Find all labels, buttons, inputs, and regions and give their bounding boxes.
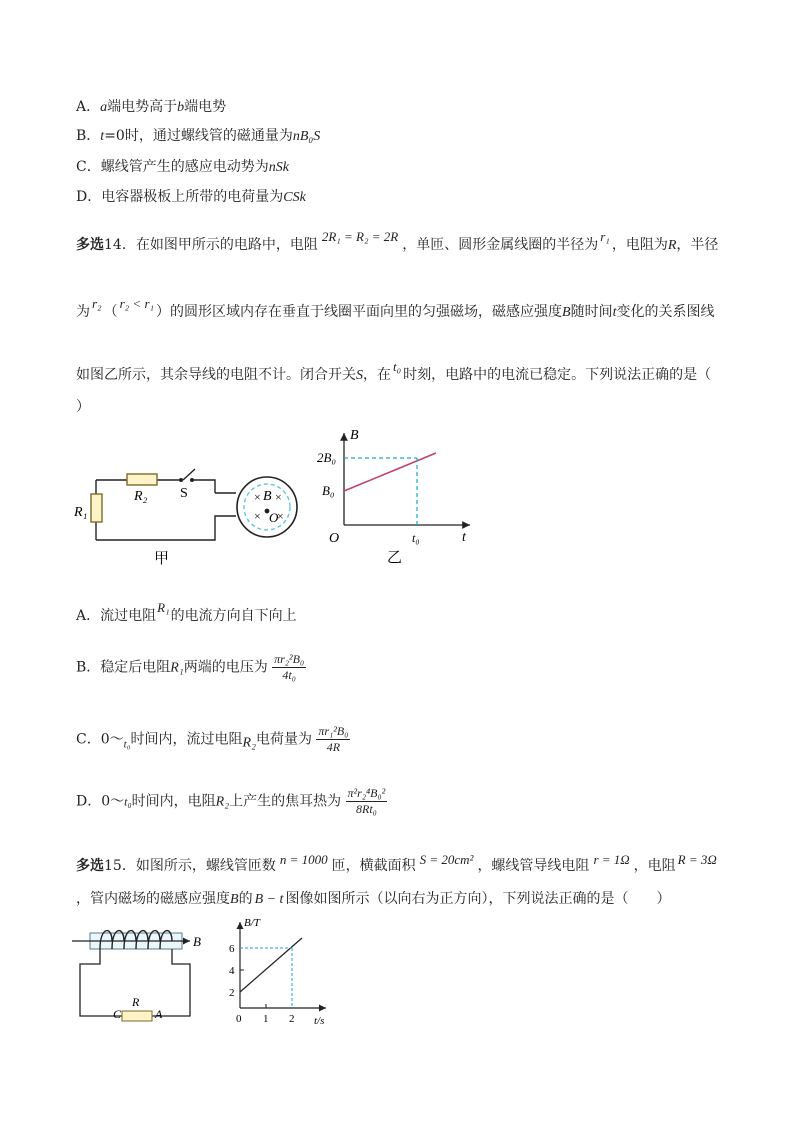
field-x-mark: ×	[277, 509, 284, 523]
origin-label: O	[329, 531, 340, 546]
label-r2: R₂	[134, 489, 148, 504]
b-t-line	[344, 453, 436, 491]
q14-option-d-fraction: $\frac{\text{π²r₂⁴B₀²}}{\text{8Rt₀}}$	[347, 786, 386, 816]
label-o: O	[269, 510, 279, 525]
label-c: C	[113, 1007, 122, 1021]
switch-pivot	[179, 478, 183, 482]
q14-stem-line2: 为r₂（r₂ < r₁）的圆形区域内存在垂直于线圈平面向里的匀强磁场，磁感应强度B随时间t变化的关系图线	[76, 296, 715, 320]
label-r1: R₁	[74, 505, 88, 520]
b-t-line	[240, 938, 302, 992]
field-x-mark: ×	[275, 490, 282, 504]
caption-jia: 甲	[154, 551, 170, 567]
metal-coil	[237, 477, 297, 537]
tick-label-6: 6	[229, 943, 235, 955]
field-x-mark: ×	[254, 509, 261, 523]
q14-option-c: C．$0\sim_{t_0}$时间内，流过电阻R₂电荷量为 $\frac{\text{πr₁²B₀}}{4R}$	[76, 724, 349, 754]
q14-figure-graph	[312, 425, 482, 575]
tick-t0: t₀	[412, 531, 420, 545]
switch-contact	[190, 478, 194, 482]
q14-option-b: B．稳定后电阻R₁两端的电压为 $\frac{\text{πr₂²B₀}}{\text{4t₀}}$	[76, 652, 305, 682]
caption-yi: 乙	[387, 550, 403, 566]
q14-option-a: A．流过电阻R₁的电流方向自下向上	[76, 600, 297, 624]
wire-right	[152, 949, 190, 1016]
label-s: S	[180, 486, 188, 501]
q15-stem-line2: ，管内磁场的磁感应强度B的 B − t 图像如图所示（以向右为正方向），下列说法正确的是（ ）	[76, 891, 671, 907]
q14-option-c-fraction: $\frac{\text{πr₁²B₀}}{4R}$	[318, 724, 349, 754]
field-x-mark: ×	[254, 490, 261, 504]
label-r: R	[132, 995, 140, 1009]
q14-stem-line4: ）	[76, 399, 90, 415]
y-axis-label: B	[350, 428, 359, 443]
tick-2b0: 2B₀	[317, 450, 336, 465]
tick-label-0: 0	[236, 1013, 242, 1025]
q13-option-b: B．t=0时，通过螺线管的磁通量为nB₀S	[76, 128, 321, 144]
q15-figure-solenoid	[70, 918, 220, 1028]
label-b: B	[193, 934, 201, 949]
q13-option-d: D．电容器极板上所带的电荷量为CSk	[76, 189, 306, 205]
q14-stem-line1: 多选14．在如图甲所示的电路中，电阻2R₁ = R₂ = 2R，单匝、圆形金属线圈的半径为r₁，电阻为R，半径	[76, 229, 719, 253]
wire-left	[80, 949, 122, 1016]
resistor-r2	[127, 474, 157, 485]
wire-bottom	[96, 516, 236, 540]
q15-figure-graph	[222, 916, 342, 1031]
q13-option-a: A．a端电势高于b端电势	[76, 99, 227, 115]
switch-blade	[183, 469, 195, 480]
q14-stem-line3: 如图乙所示，其余导线的电阻不计。闭合开关S，在t₀时刻，电路中的电流已稳定。下列说法正确的是（	[76, 359, 712, 383]
resistor-r1	[91, 494, 102, 522]
q14-option-b-fraction: $\frac{\text{πr₂²B₀}}{\text{4t₀}}$	[274, 652, 305, 682]
q14-figure-circuit	[70, 460, 310, 575]
q14-option-d: D．0～t₀时间内，电阻R₂上产生的焦耳热为 $\frac{\text{π²r₂⁴B₀²}}{\text{8Rt₀}}$	[76, 786, 386, 816]
tick-label-2: 2	[229, 987, 235, 999]
q13-option-c: C．螺线管产生的感应电动势为nSk	[76, 159, 289, 175]
x-axis-label: t/s	[314, 1015, 325, 1027]
y-axis-label: B/T	[244, 917, 260, 929]
tick-b0: B₀	[322, 483, 335, 498]
label-b: B	[263, 489, 272, 504]
tick-label-4: 4	[229, 965, 235, 977]
resistor-r	[122, 1011, 152, 1021]
tick-label-1: 1	[263, 1013, 269, 1025]
q15-stem-line1: 多选15．如图所示，螺线管匝数 n = 1000 匝，横截面积 S = 20cm² ，螺线管导线电阻 r = 1Ω ，电阻 R = 3Ω	[76, 852, 717, 874]
tick-label-2s: 2	[289, 1013, 295, 1025]
label-a: A	[155, 1007, 163, 1021]
wire-top-right	[194, 480, 215, 493]
x-axis-label: t	[462, 530, 466, 545]
